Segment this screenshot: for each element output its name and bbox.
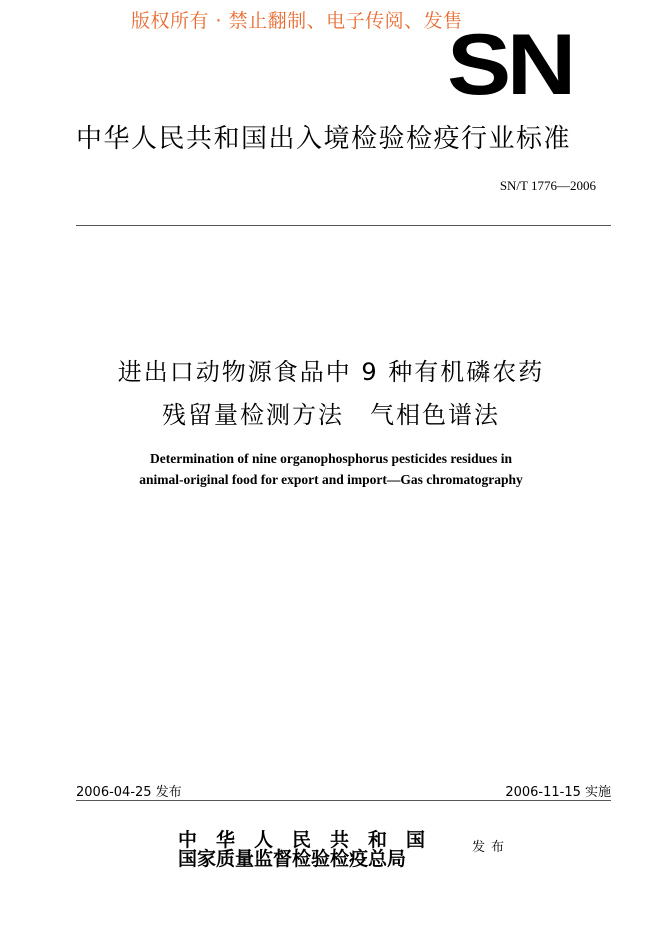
effective-date: 2006-11-15 实施 [505,785,611,800]
standard-code: SN/T 1776—2006 [499,178,596,193]
title-en-line2: animal-original food for export and import—Gas chromatography [139,472,523,487]
title-cn-line1: 进出口动物源食品中 9 种有机磷农药 [117,358,545,386]
issue-date: 2006-04-25 发布 [76,785,182,800]
title-en-line1: Determination of nine organophosphorus pesticides residues in [149,451,513,466]
title-cn-line2: 残留量检测方法 气相色谱法 [162,401,500,429]
issuer-agency: 国家质量监督检验检疫总局 [178,848,407,870]
issuer-country: 中华人民共和国 [178,829,445,851]
publish-label: 发布 [472,840,511,855]
sn-logo: SN [447,17,572,113]
copyright-notice: 版权所有 · 禁止翻制、电子传阅、发售 [131,10,463,32]
top-divider [76,225,611,226]
bottom-divider [76,800,611,801]
industry-standard-heading: 中华人民共和国出入境检验检疫行业标准 [76,124,572,154]
